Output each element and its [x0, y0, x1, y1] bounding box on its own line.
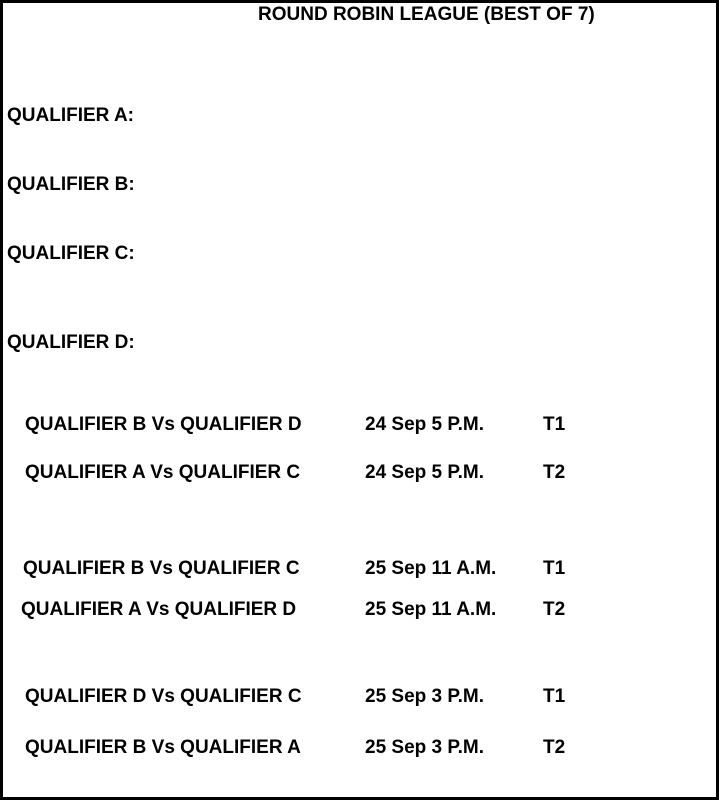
fixture-match: QUALIFIER B Vs QUALIFIER C: [23, 558, 300, 579]
fixture-table: T2: [543, 599, 566, 620]
fixture-time: 24 Sep 5 P.M.: [365, 462, 484, 483]
fixture-row: [0, 558, 719, 582]
fixture-row: [0, 737, 719, 761]
fixture-match: QUALIFIER A Vs QUALIFIER D: [21, 599, 297, 620]
fixture-time: 25 Sep 3 P.M.: [365, 737, 484, 758]
fixture-match: QUALIFIER B Vs QUALIFIER D: [25, 414, 302, 435]
fixture-row: [0, 462, 719, 486]
qualifier-a-label: QUALIFIER A:: [7, 105, 135, 126]
fixture-table: T2: [543, 737, 566, 758]
qualifier-c-label: QUALIFIER C:: [7, 243, 135, 264]
fixture-time: 25 Sep 3 P.M.: [365, 686, 484, 707]
fixture-match: QUALIFIER D Vs QUALIFIER C: [25, 686, 302, 707]
fixture-row: [0, 686, 719, 710]
fixture-row: [0, 414, 719, 438]
fixture-time: 24 Sep 5 P.M.: [365, 414, 484, 435]
fixture-match: QUALIFIER B Vs QUALIFIER A: [25, 737, 301, 758]
fixture-table: T1: [543, 558, 566, 579]
fixture-row: [0, 599, 719, 623]
qualifier-b-label: QUALIFIER B:: [7, 174, 135, 195]
fixture-table: T1: [543, 686, 566, 707]
fixture-time: 25 Sep 11 A.M.: [365, 599, 497, 620]
fixture-table: T1: [543, 414, 566, 435]
qualifier-d-label: QUALIFIER D:: [7, 332, 135, 353]
fixture-table: T2: [543, 462, 566, 483]
fixture-time: 25 Sep 11 A.M.: [365, 558, 497, 579]
page-title: ROUND ROBIN LEAGUE (BEST OF 7): [258, 4, 595, 25]
fixture-match: QUALIFIER A Vs QUALIFIER C: [25, 462, 301, 483]
